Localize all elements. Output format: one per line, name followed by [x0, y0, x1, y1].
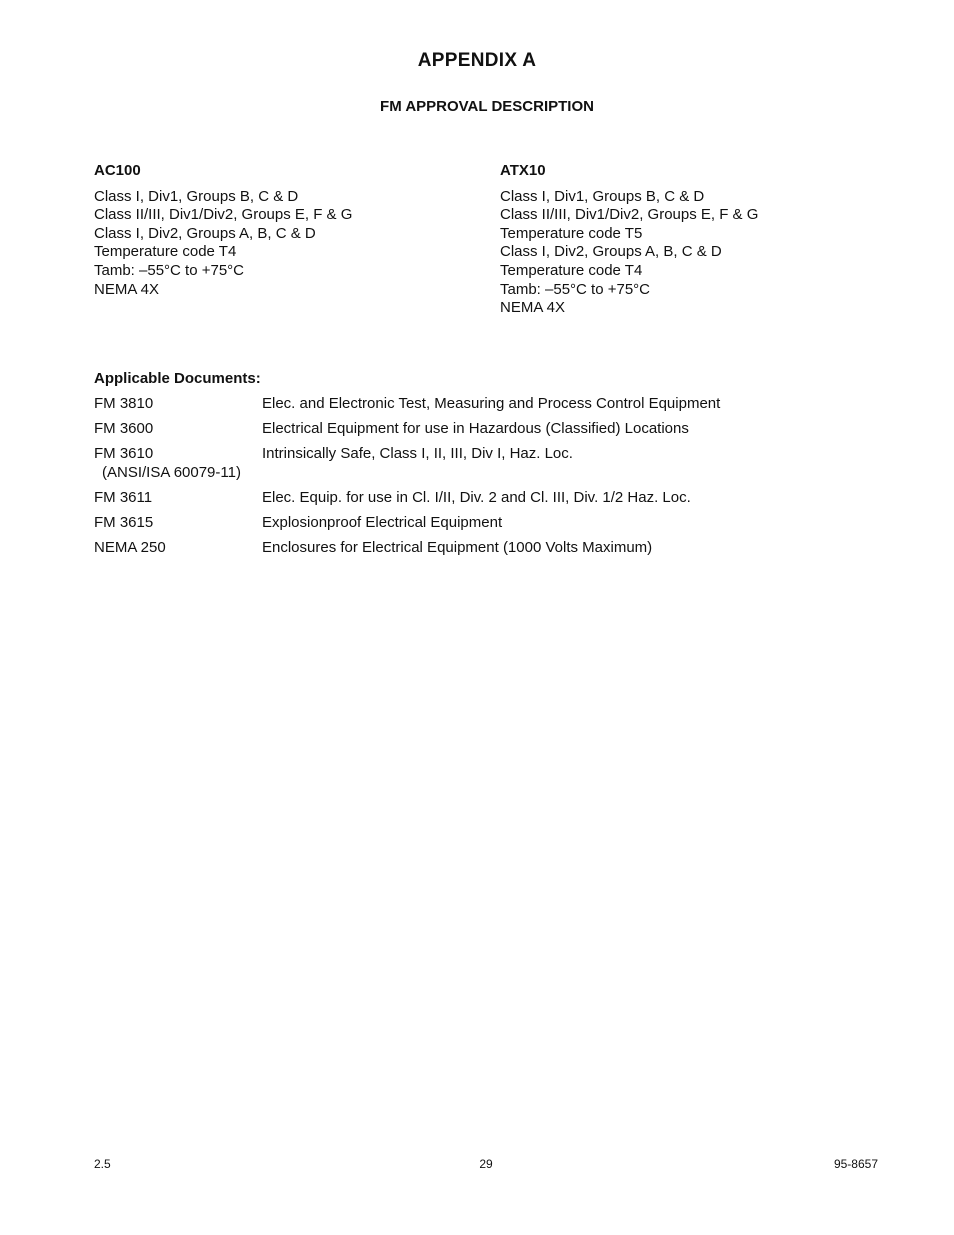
- atx10-line: NEMA 4X: [500, 299, 566, 317]
- section-title: FM APPROVAL DESCRIPTION: [380, 98, 594, 115]
- footer-page-number: 29: [479, 1157, 493, 1171]
- document-row: [94, 445, 720, 482]
- ac100-line: Class I, Div2, Groups A, B, C & D: [94, 224, 316, 242]
- ac100-line: Class I, Div1, Groups B, C & D: [94, 187, 299, 205]
- ac100-approval-block: [94, 162, 352, 299]
- document-id: FM 3611: [94, 488, 153, 506]
- ac100-line: Tamb: –55°C to +75°C: [94, 261, 244, 279]
- ac100-line: Temperature code T4: [94, 243, 237, 261]
- document-id-subtitle: (ANSI/ISA 60079-11): [102, 463, 241, 481]
- document-row: [94, 489, 720, 508]
- ac100-line: NEMA 4X: [94, 280, 160, 298]
- atx10-line: Temperature code T4: [500, 261, 643, 279]
- footer-revision: 2.5: [94, 1157, 111, 1171]
- footer-document-number: 95-8657: [833, 1157, 878, 1171]
- applicable-documents-heading: Applicable Documents:: [94, 370, 261, 387]
- document-row: [94, 420, 720, 439]
- atx10-line: Class II/III, Div1/Div2, Groups E, F & G: [500, 206, 759, 224]
- document-row: [94, 514, 720, 533]
- document-id-cell: [94, 445, 262, 482]
- atx10-line: Tamb: –55°C to +75°C: [500, 280, 650, 298]
- document-description: Elec. Equip. for use in Cl. I/II, Div. 2 and Cl. III, Div. 1/2 Haz. Loc.: [262, 488, 691, 506]
- document-id: FM 3600: [94, 420, 154, 437]
- document-row: [94, 395, 720, 414]
- document-id: FM 3610: [94, 445, 154, 462]
- atx10-heading: ATX10: [500, 162, 546, 179]
- document-id: FM 3810: [94, 395, 154, 412]
- appendix-title: APPENDIX A: [417, 50, 537, 71]
- document-row: [94, 539, 720, 558]
- atx10-line: Class I, Div1, Groups B, C & D: [500, 187, 705, 205]
- applicable-documents: [94, 370, 720, 564]
- document-description: Intrinsically Safe, Class I, II, III, Div I, Haz. Loc.: [262, 445, 573, 462]
- ac100-line: Class II/III, Div1/Div2, Groups E, F & G: [94, 206, 353, 224]
- atx10-line: Class I, Div2, Groups A, B, C & D: [500, 243, 722, 261]
- document-id: FM 3615: [94, 513, 154, 531]
- document-description: Explosionproof Electrical Equipment: [262, 513, 503, 531]
- document-description: Elec. and Electronic Test, Measuring and Process Control Equipment: [262, 395, 721, 412]
- document-id: NEMA 250: [94, 538, 166, 556]
- atx10-line: Temperature code T5: [500, 224, 643, 242]
- ac100-heading: AC100: [94, 162, 141, 179]
- atx10-approval-block: [500, 162, 758, 318]
- document-description: Electrical Equipment for use in Hazardous (Classified) Locations: [262, 420, 689, 437]
- document-description: Enclosures for Electrical Equipment (1000 Volts Maximum): [262, 538, 653, 556]
